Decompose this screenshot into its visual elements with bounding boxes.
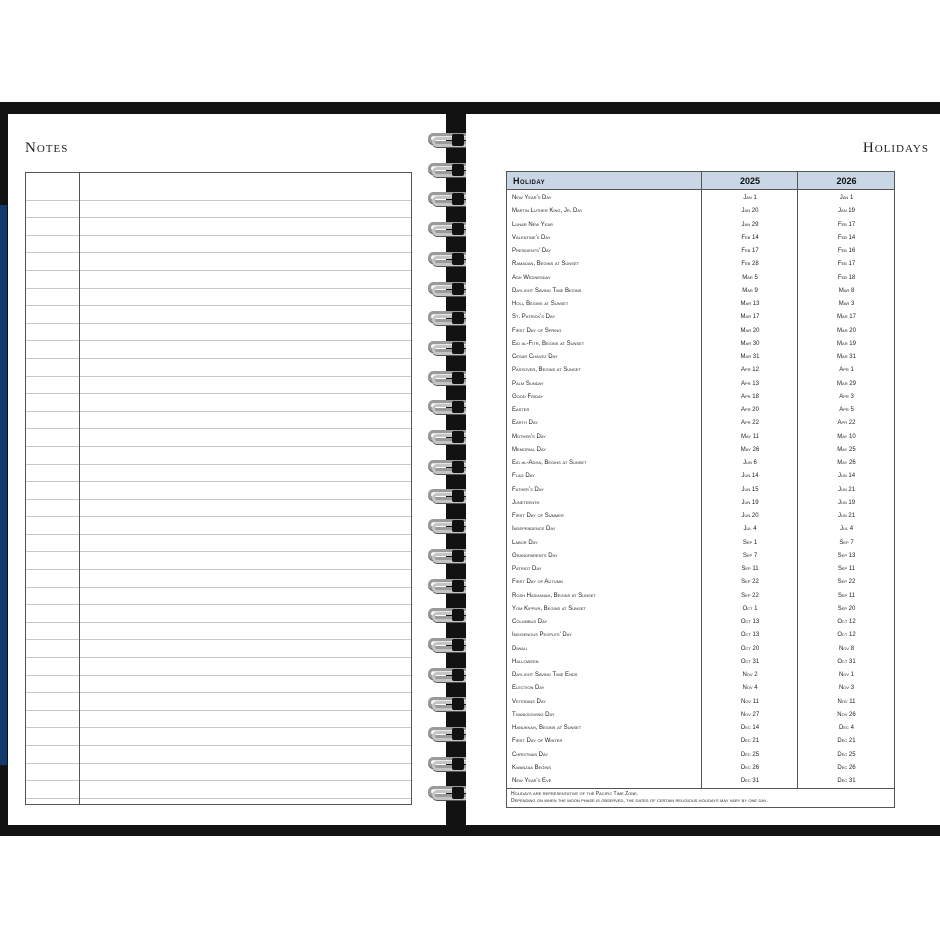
table-row [507, 523, 894, 536]
holiday-date-2026: Apr 22 [837, 420, 856, 427]
holiday-date-2025: Mar 30 [740, 340, 760, 347]
holiday-name: New Year's Day [512, 195, 552, 201]
holiday-name: Yom Kippur, Begins at Sunset [512, 605, 586, 612]
holiday-name: Diwali [512, 645, 528, 652]
holiday-date-2025: Nov 4 [742, 685, 758, 692]
holiday-name: Eid al-Fitr, Begins at Sunset [512, 340, 585, 347]
table-row [507, 576, 894, 589]
holiday-date-2025: Oct 20 [740, 645, 760, 652]
holiday-date-2026: Nov 3 [838, 685, 855, 692]
notes-line [26, 711, 411, 729]
holiday-name: Good Friday [512, 393, 544, 400]
holiday-date-2025: Mar 9 [742, 287, 758, 294]
table-row [507, 404, 894, 417]
header-year-1: 2025 [739, 176, 761, 186]
holiday-name: Columbus Day [512, 619, 548, 625]
notes-line [26, 341, 411, 359]
table-row [507, 735, 894, 748]
holiday-name: Father's Day [512, 486, 544, 493]
holiday-date-2026: Jun 21 [837, 513, 856, 519]
holiday-date-2025: Mar 17 [740, 314, 760, 321]
notes-line [26, 676, 411, 694]
table-row [507, 417, 894, 430]
holiday-name: Valentine's Day [512, 234, 551, 241]
holiday-date-2025: Jun 15 [741, 486, 759, 493]
table-row [507, 510, 894, 523]
holiday-name: First Day of Autumn [512, 579, 563, 586]
notes-line [26, 693, 411, 711]
table-row [507, 272, 894, 285]
holiday-name: Thanksgiving Day [512, 711, 555, 718]
holiday-date-2025: Jul 4 [743, 526, 757, 533]
holidays-page [466, 114, 940, 825]
holiday-name: Daylight Saving Time Begins [512, 287, 582, 294]
notes-line [26, 781, 411, 799]
holiday-date-2026: Nov 1 [838, 672, 855, 678]
header-holiday: Holiday [513, 176, 546, 186]
holiday-date-2026: Sep 22 [837, 579, 856, 586]
holiday-date-2026: Feb 18 [837, 274, 856, 281]
cover-edge [0, 205, 7, 765]
holiday-name: Daylight Saving Time Ends [512, 672, 578, 678]
holiday-date-2025: Apr 18 [741, 393, 759, 400]
holiday-date-2026: Sep 20 [837, 605, 856, 612]
holiday-name: Ramadan, Begins at Sunset [512, 261, 579, 268]
holiday-name: Mother's Day [512, 433, 546, 440]
holiday-name: Easter [512, 407, 530, 413]
holiday-date-2025: Oct 13 [740, 619, 760, 625]
notes-line [26, 517, 411, 535]
notes-line [26, 482, 411, 500]
table-row [507, 497, 894, 510]
notes-line [26, 377, 411, 395]
notes-page [8, 114, 446, 825]
table-row [507, 669, 894, 682]
table-row [507, 378, 894, 391]
table-row [507, 616, 894, 629]
table-row [507, 444, 894, 457]
holiday-date-2026: Sep 11 [837, 592, 856, 599]
holiday-date-2026: Feb 17 [837, 221, 856, 228]
notes-line [26, 429, 411, 447]
notes-line [26, 394, 411, 412]
table-row [507, 775, 894, 788]
notes-line [26, 588, 411, 606]
notes-line [26, 658, 411, 676]
holiday-date-2025: Dec 25 [740, 751, 760, 758]
table-footnote [507, 788, 894, 808]
notes-lines [26, 183, 411, 804]
notes-line [26, 201, 411, 219]
holiday-date-2025: Apr 22 [741, 420, 759, 427]
table-row [507, 762, 894, 775]
holiday-name: Flag Day [512, 473, 535, 480]
holiday-date-2025: Oct 1 [742, 605, 758, 612]
notes-line [26, 570, 411, 588]
holiday-date-2025: Sep 1 [742, 539, 758, 546]
holiday-date-2025: May 26 [740, 446, 760, 453]
holiday-date-2026: Feb 14 [837, 234, 856, 241]
holiday-date-2026: Mar 31 [837, 354, 856, 360]
holiday-date-2025: Jan 20 [741, 208, 759, 215]
holiday-date-2025: Mar 31 [740, 354, 760, 360]
table-row [507, 431, 894, 444]
notes-line [26, 640, 411, 658]
table-row [507, 484, 894, 497]
holiday-name: Memorial Day [512, 446, 547, 453]
holiday-date-2025: Sep 11 [741, 566, 759, 572]
holiday-name: First Day of Winter [512, 738, 563, 745]
holiday-name: Rosh Hashanah, Begins at Sunset [512, 592, 596, 599]
table-row [507, 643, 894, 656]
holiday-date-2026: Dec 21 [837, 738, 856, 745]
table-row [507, 192, 894, 205]
holiday-date-2026: Sep 7 [839, 539, 854, 546]
holiday-date-2025: Sep 7 [742, 552, 758, 559]
table-row [507, 391, 894, 404]
table-row [507, 298, 894, 311]
notes-line [26, 218, 411, 236]
notes-lined-area [25, 172, 412, 805]
notes-line [26, 289, 411, 307]
table-row [507, 590, 894, 603]
holiday-name: Christmas Day [512, 751, 549, 758]
holiday-date-2025: Nov 11 [740, 698, 759, 705]
holiday-date-2026: Mar 29 [837, 380, 856, 387]
holiday-date-2025: Jun 6 [743, 460, 757, 466]
holiday-name: Election Day [512, 685, 545, 692]
holiday-date-2025: Apr 12 [741, 367, 759, 374]
holiday-date-2026: Nov 8 [838, 645, 855, 652]
table-row [507, 311, 894, 324]
holiday-date-2025: Dec 21 [740, 738, 760, 745]
holiday-date-2026: Oct 12 [837, 632, 856, 639]
holiday-name: Passover, Begins at Sunset [512, 367, 581, 374]
holiday-date-2026: Mar 19 [837, 340, 856, 347]
holiday-name: Labor Day [512, 539, 538, 546]
holiday-name: Holi, Begins at Sunset [512, 301, 569, 307]
holiday-date-2026: Mar 3 [838, 301, 855, 307]
holiday-name: Indigenous Peoples' Day [512, 632, 572, 639]
holiday-date-2025: Oct 31 [740, 658, 760, 665]
table-row [507, 682, 894, 695]
holiday-name: Eid al-Adha, Begins at Sunset [512, 460, 587, 466]
holiday-date-2026: Apr 5 [839, 407, 854, 413]
notes-line [26, 359, 411, 377]
holiday-name: New Year's Eve [512, 778, 552, 784]
holiday-name: Martin Luther King, Jr. Day [512, 208, 583, 215]
holiday-date-2026: Nov 11 [837, 698, 856, 705]
holidays-table [506, 171, 895, 808]
holiday-date-2026: Mar 17 [837, 314, 856, 321]
notes-margin-line [79, 173, 80, 804]
table-row [507, 285, 894, 298]
table-row [507, 205, 894, 218]
notes-line [26, 623, 411, 641]
holiday-date-2025: May 11 [741, 433, 759, 440]
holiday-date-2025: Mar 5 [742, 274, 758, 281]
notes-line [26, 236, 411, 254]
holiday-date-2026: Jul 4 [839, 526, 854, 533]
notes-line [26, 605, 411, 623]
holiday-name: Halloween [512, 658, 539, 665]
notes-line [26, 764, 411, 782]
holiday-name: César Chávez Day [512, 354, 558, 360]
holiday-date-2026: May 26 [837, 460, 856, 466]
holiday-name: Palm Sunday [512, 380, 544, 387]
holiday-date-2026: Dec 4 [839, 725, 854, 731]
holiday-name: Veterans Day [512, 698, 546, 705]
holiday-name: Grandparents Day [512, 552, 558, 559]
holiday-date-2025: Jun 20 [741, 513, 759, 519]
table-row [507, 709, 894, 722]
holiday-date-2026: Dec 25 [837, 751, 856, 758]
holiday-date-2026: Jan 19 [838, 208, 855, 215]
table-row [507, 470, 894, 483]
notes-line [26, 412, 411, 430]
holiday-name: Kwanzaa Begins [512, 764, 552, 771]
holiday-name: Ash Wednesday [512, 274, 551, 281]
holiday-date-2025: Jun 14 [741, 473, 759, 480]
table-row [507, 603, 894, 616]
table-row [507, 338, 894, 351]
holiday-name: Presidents' Day [512, 248, 552, 254]
holiday-date-2026: Feb 17 [837, 261, 856, 268]
holiday-date-2026: Jun 21 [837, 486, 856, 493]
page-title: Notes [25, 140, 69, 156]
notes-line [26, 324, 411, 342]
holiday-date-2025: Jan 1 [743, 195, 757, 201]
table-row [507, 563, 894, 576]
holiday-name: St. Patrick's Day [512, 314, 556, 321]
table-row [507, 550, 894, 563]
holiday-date-2026: Dec 31 [837, 778, 856, 784]
holiday-date-2025: Nov 27 [740, 711, 760, 718]
holiday-date-2025: Dec 26 [740, 764, 760, 771]
holiday-name: Independence Day [512, 526, 556, 533]
holiday-name: Lunar New Year [512, 221, 553, 228]
notes-line [26, 271, 411, 289]
table-row [507, 364, 894, 377]
table-row [507, 457, 894, 470]
holiday-date-2026: Mar 8 [838, 287, 855, 294]
holiday-date-2025: Dec 14 [740, 725, 760, 731]
holiday-date-2026: May 25 [837, 446, 856, 453]
notes-line [26, 183, 411, 201]
table-row [507, 749, 894, 762]
holiday-date-2025: Sep 22 [741, 592, 759, 599]
table-row [507, 219, 894, 232]
holiday-name: First Day of Spring [512, 327, 562, 334]
holiday-name: Hanukkah, Begins at Sunset [512, 725, 582, 731]
table-row [507, 722, 894, 735]
holiday-name: Juneteenth [512, 499, 540, 506]
holiday-date-2026: Jun 14 [837, 473, 856, 480]
table-row [507, 258, 894, 271]
holiday-date-2025: Apr 13 [741, 380, 759, 387]
holiday-date-2025: Mar 13 [740, 301, 760, 307]
notes-line [26, 500, 411, 518]
holiday-date-2026: Feb 16 [837, 248, 856, 254]
holiday-date-2026: Jan 1 [839, 195, 854, 201]
holiday-date-2026: Apr 3 [839, 393, 854, 400]
holiday-date-2026: Dec 26 [837, 764, 856, 771]
notes-line [26, 447, 411, 465]
table-row [507, 656, 894, 669]
holiday-date-2026: Oct 12 [837, 619, 856, 625]
holiday-date-2025: Dec 31 [740, 778, 760, 784]
notes-line [26, 552, 411, 570]
holiday-date-2026: Nov 26 [837, 711, 856, 718]
holiday-date-2026: Sep 13 [837, 552, 856, 559]
table-body [507, 192, 894, 788]
table-row [507, 325, 894, 338]
table-row [507, 351, 894, 364]
notes-line [26, 306, 411, 324]
footnote-line: Holidays are representative of the Pacific Time Zone. [511, 791, 639, 797]
notes-line [26, 746, 411, 764]
holiday-date-2026: Sep 11 [837, 566, 856, 572]
page-title: Holidays [862, 140, 929, 156]
holiday-date-2026: May 10 [837, 433, 856, 440]
header-year-2: 2026 [836, 176, 857, 186]
table-row [507, 232, 894, 245]
notes-line [26, 465, 411, 483]
holiday-date-2025: Jun 19 [741, 499, 759, 506]
holiday-date-2025: Jan 29 [741, 221, 759, 228]
holiday-date-2025: Apr 20 [741, 407, 759, 413]
holiday-date-2026: Apr 1 [839, 367, 854, 374]
holiday-name: First Day of Summer [512, 513, 564, 519]
holiday-date-2025: Nov 2 [742, 672, 758, 678]
table-row [507, 245, 894, 258]
holiday-date-2025: Sep 22 [741, 579, 759, 586]
notes-line [26, 535, 411, 553]
holiday-name: Patriot Day [512, 566, 542, 572]
holiday-date-2026: Oct 31 [837, 658, 856, 665]
holiday-date-2025: Mar 20 [740, 327, 760, 334]
holiday-date-2026: Jun 19 [837, 499, 856, 506]
footnote-line: Depending on when the moon phase is observed, the dates of certain religious holidays may vary by one day. [511, 797, 768, 804]
notes-line [26, 728, 411, 746]
holiday-date-2025: Feb 17 [741, 248, 759, 254]
holiday-date-2026: Mar 20 [837, 327, 856, 334]
holiday-date-2025: Feb 28 [741, 261, 759, 268]
notes-line [26, 253, 411, 271]
table-row [507, 537, 894, 550]
holiday-date-2025: Oct 13 [740, 632, 760, 639]
holiday-name: Earth Day [512, 420, 538, 427]
table-row [507, 629, 894, 642]
holiday-date-2025: Feb 14 [741, 234, 759, 241]
table-row [507, 696, 894, 709]
